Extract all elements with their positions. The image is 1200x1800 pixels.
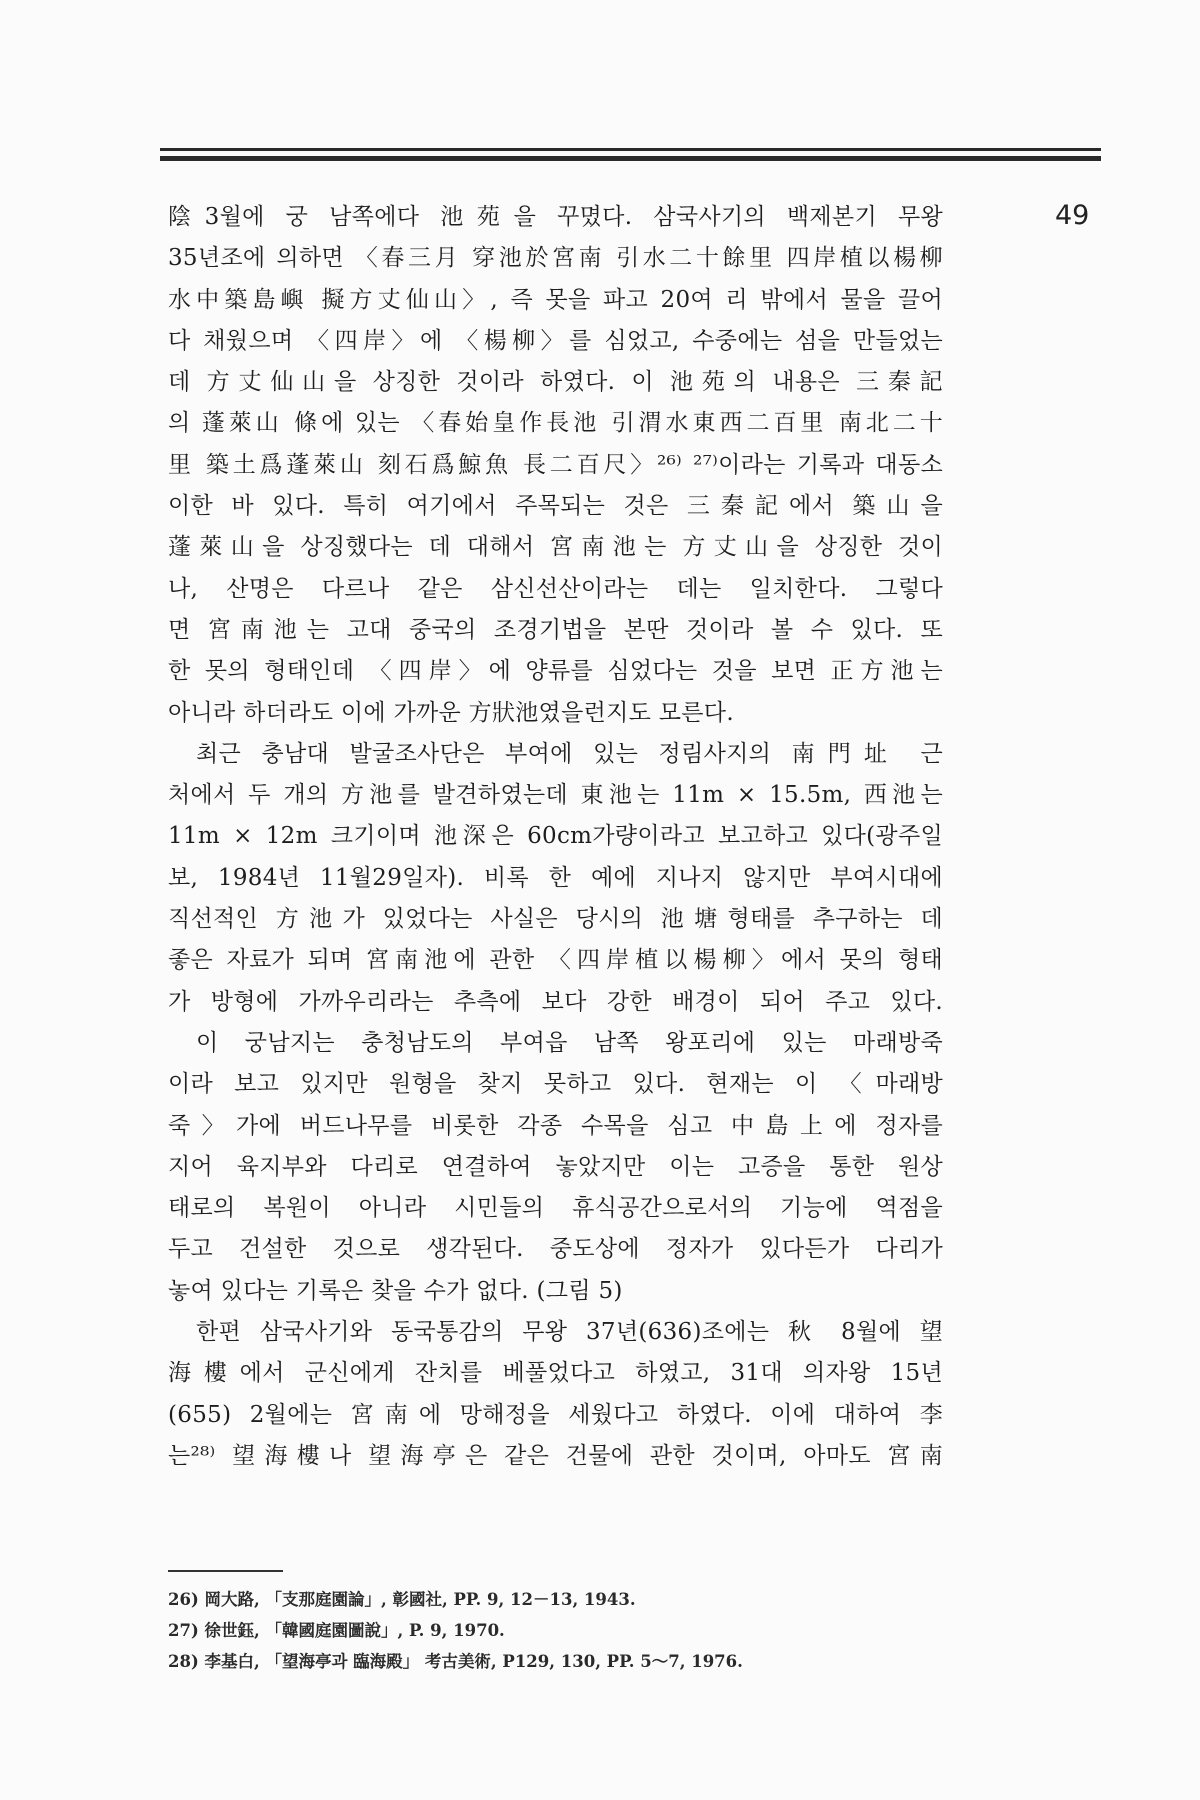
text-line: 水中築島嶼 擬方丈仙山〉, 즉 못을 파고 20여 리 밖에서 물을 끌어 (168, 286, 943, 313)
text-line: 이 궁남지는 충청남도의 부여읍 남쪽 왕포리에 있는 마래방죽 (196, 1029, 943, 1056)
text-line: 좋은 자료가 되며 宮南池에 관한 〈四岸植以楊柳〉에서 못의 형태 (168, 947, 943, 974)
text-line: 나, 산명은 다르나 같은 삼신선산이라는 데는 일치한다. 그렇다 (168, 575, 943, 602)
paragraph-3 (168, 1023, 943, 1312)
paragraph-2 (168, 734, 943, 1023)
text-line: 한 못의 형태인데 〈四岸〉에 양류를 심었다는 것을 보면 正方池는 (168, 658, 943, 685)
text-line: 처에서 두 개의 方池를 발견하였는데 東池는 11m × 15.5m, 西池는 (168, 782, 943, 809)
text-line: 직선적인 方池가 있었다는 사실은 당시의 池塘형태를 추구하는 데 (168, 906, 943, 933)
footnotes (168, 1584, 928, 1677)
header-rule (160, 148, 1101, 161)
footnote-28: 28) 李基白, 「望海亭과 臨海殿」 考古美術, P129, 130, PP. 5～7, 1976. (168, 1652, 743, 1671)
text-line: 陰3월에 궁 남쪽에다 池苑을 꾸몄다. 삼국사기의 백제본기 무왕 (168, 204, 943, 230)
text-line: 최근 충남대 발굴조사단은 부여에 있는 정림사지의 南門址 근 (196, 740, 943, 767)
text-line: 의 蓬萊山 條에 있는 〈春始皇作長池 引渭水東西二百里 南北二十 (168, 410, 943, 437)
text-line: 蓬萊山을 상징했다는 데 대해서 宮南池는 方丈山을 상징한 것이 (168, 534, 943, 561)
text-line: 11m × 12m 크기이며 池深은 60cm가량이라고 보고하고 있다(광주일 (168, 823, 943, 850)
text-line: 는²⁸⁾ 望海樓나 望海亭은 같은 건물에 관한 것이며, 아마도 宮南 (168, 1442, 943, 1469)
text-line: 가 방형에 가까우리라는 추측에 보다 강한 배경이 되어 주고 있다. (168, 988, 943, 1015)
text-line: 海樓에서 군신에게 잔치를 베풀었다고 하였고, 31대 의자왕 15년 (168, 1360, 943, 1387)
text-line: 이라 보고 있지만 원형을 찾지 못하고 있다. 현재는 이 〈마래방 (168, 1071, 943, 1098)
text-line: 다 채웠으며 〈四岸〉에 〈楊柳〉를 심었고, 수중에는 섬을 만들었는 (168, 327, 943, 354)
text-line: 태로의 복원이 아니라 시민들의 휴식공간으로서의 기능에 역점을 (168, 1195, 943, 1222)
footnote-26: 26) 岡大路, 「支那庭園論」, 彰國社, PP. 9, 12－13, 1943. (168, 1590, 636, 1609)
text-line: 보, 1984년 11월29일자). 비록 한 예에 지나지 않지만 부여시대에 (168, 864, 943, 891)
text-line: 35년조에 의하면 〈春三月 穿池於宮南 引水二十餘里 四岸植以楊柳 (168, 245, 943, 272)
text-line: 지어 육지부와 다리로 연결하여 놓았지만 이는 고증을 통한 원상 (168, 1153, 943, 1180)
text-line: 아니라 하더라도 이에 가까운 方狀池였을런지도 모른다. (168, 699, 734, 726)
footnote-27: 27) 徐世鈺, 「韓國庭園圖說」, P. 9, 1970. (168, 1621, 505, 1640)
text-line: 이한 바 있다. 특히 여기에서 주목되는 것은 三秦記에서 築山을 (168, 493, 943, 520)
text-line: (655) 2월에는 宮南에 망해정을 세웠다고 하였다. 이에 대하여 李 (168, 1401, 943, 1428)
paragraph-4 (168, 1312, 943, 1477)
text-line: 데 方丈仙山을 상징한 것이라 하였다. 이 池苑의 내용은 三秦記 (168, 369, 943, 396)
paragraph-1 (168, 197, 943, 734)
body-text (168, 197, 943, 1477)
text-line: 면 宮南池는 고대 중국의 조경기법을 본딴 것이라 볼 수 있다. 또 (168, 616, 943, 643)
footnote-rule (168, 1570, 283, 1572)
text-line: 한편 삼국사기와 동국통감의 무왕 37년(636)조에는 秋 8월에 望 (196, 1319, 943, 1346)
text-line: 죽〉가에 버드나무를 비롯한 각종 수목을 심고 中島上에 정자를 (168, 1112, 943, 1139)
text-line: 놓여 있다는 기록은 찾을 수가 없다. (그림 5) (168, 1277, 623, 1304)
text-line: 里 築土爲蓬萊山 刻石爲鯨魚 長二百尺〉²⁶⁾ ²⁷⁾이라는 기록과 대동소 (168, 451, 943, 478)
text-line: 두고 건설한 것으로 생각된다. 중도상에 정자가 있다든가 다리가 (168, 1236, 943, 1263)
page-number: 49 (1055, 200, 1090, 231)
